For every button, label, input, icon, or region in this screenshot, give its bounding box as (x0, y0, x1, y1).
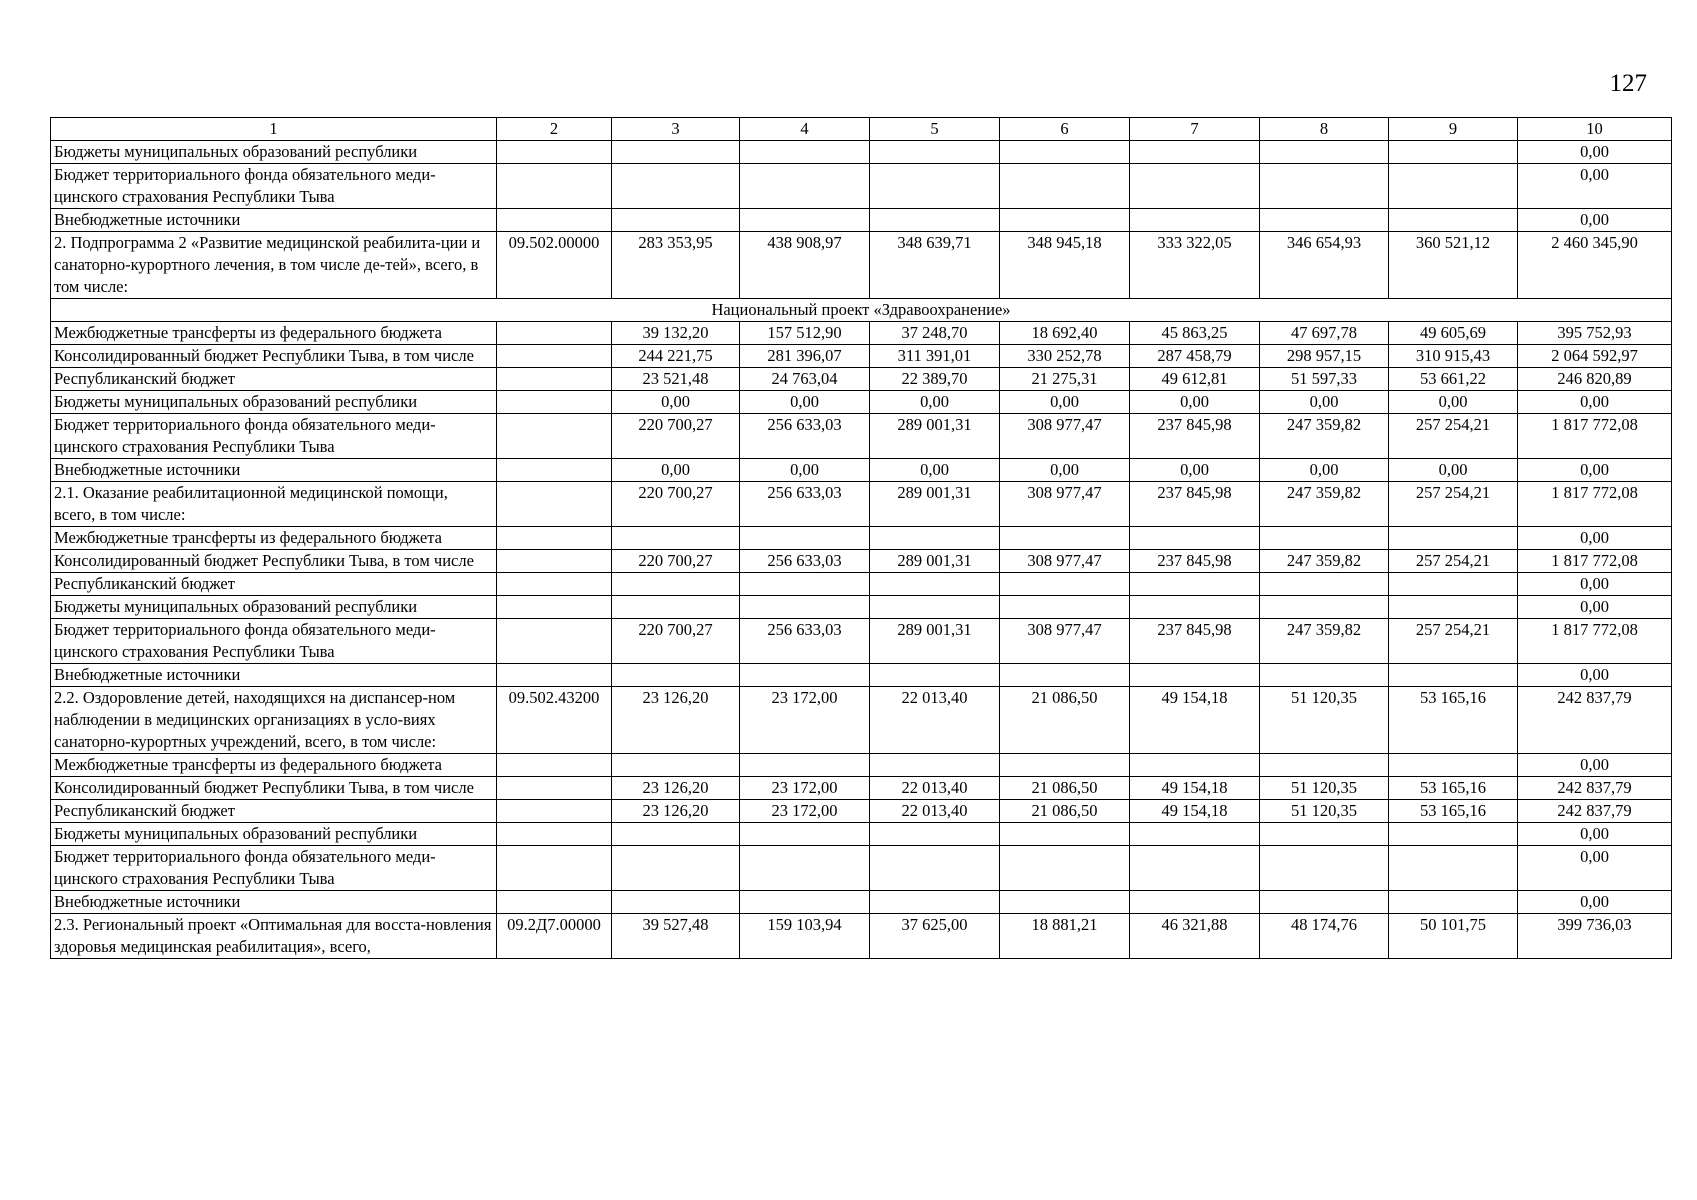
budget-code (497, 754, 612, 777)
row-name: 2.2. Оздоровление детей, находящихся на диспансер-ном наблюдении в медицинских организациях в усло-виях санаторно-курортных учреждений, всего, в том числе: (51, 687, 497, 754)
year-value (1260, 164, 1389, 209)
year-value (1130, 596, 1260, 619)
year-value: 23 126,20 (612, 687, 740, 754)
year-value (1000, 891, 1130, 914)
year-value: 0,00 (1130, 459, 1260, 482)
year-value (1260, 596, 1389, 619)
year-value (1000, 527, 1130, 550)
budget-code (497, 482, 612, 527)
total-value: 0,00 (1518, 527, 1672, 550)
row-name: Межбюджетные трансферты из федерального бюджета (51, 322, 497, 345)
table-row (51, 550, 1672, 573)
year-value (612, 846, 740, 891)
year-value: 0,00 (1389, 459, 1518, 482)
year-value: 23 172,00 (740, 777, 870, 800)
year-value (1260, 209, 1389, 232)
year-value (740, 209, 870, 232)
row-name: Межбюджетные трансферты из федерального бюджета (51, 527, 497, 550)
year-value (1389, 823, 1518, 846)
year-value: 237 845,98 (1130, 550, 1260, 573)
year-value: 51 120,35 (1260, 800, 1389, 823)
year-value: 49 154,18 (1130, 800, 1260, 823)
budget-code (497, 368, 612, 391)
year-value: 283 353,95 (612, 232, 740, 299)
year-value: 39 527,48 (612, 914, 740, 959)
year-value: 247 359,82 (1260, 414, 1389, 459)
table-row (51, 322, 1672, 345)
year-value: 220 700,27 (612, 482, 740, 527)
year-value: 46 321,88 (1130, 914, 1260, 959)
year-value (1130, 141, 1260, 164)
year-value: 310 915,43 (1389, 345, 1518, 368)
year-value: 53 165,16 (1389, 800, 1518, 823)
year-value: 159 103,94 (740, 914, 870, 959)
year-value: 0,00 (740, 459, 870, 482)
year-value (1130, 164, 1260, 209)
table-row (51, 596, 1672, 619)
table-row (51, 209, 1672, 232)
total-value: 0,00 (1518, 754, 1672, 777)
year-value: 23 126,20 (612, 777, 740, 800)
year-value (1260, 573, 1389, 596)
year-value (612, 596, 740, 619)
year-value (1130, 664, 1260, 687)
row-name: Бюджеты муниципальных образований республики (51, 823, 497, 846)
year-value (740, 141, 870, 164)
year-value: 48 174,76 (1260, 914, 1389, 959)
total-value: 0,00 (1518, 664, 1672, 687)
row-name: Внебюджетные источники (51, 459, 497, 482)
year-value (1000, 573, 1130, 596)
year-value (1260, 141, 1389, 164)
year-value (740, 823, 870, 846)
year-value: 244 221,75 (612, 345, 740, 368)
total-value: 0,00 (1518, 573, 1672, 596)
year-value: 51 597,33 (1260, 368, 1389, 391)
budget-table (50, 117, 1672, 959)
year-value: 24 763,04 (740, 368, 870, 391)
year-value: 0,00 (870, 459, 1000, 482)
year-value: 308 977,47 (1000, 482, 1130, 527)
year-value (1130, 891, 1260, 914)
year-value (612, 823, 740, 846)
year-value (1389, 596, 1518, 619)
year-value: 49 612,81 (1130, 368, 1260, 391)
total-value: 0,00 (1518, 596, 1672, 619)
total-value: 1 817 772,08 (1518, 482, 1672, 527)
year-value: 0,00 (612, 391, 740, 414)
year-value: 438 908,97 (740, 232, 870, 299)
year-value (1000, 823, 1130, 846)
row-name: Республиканский бюджет (51, 800, 497, 823)
year-value: 298 957,15 (1260, 345, 1389, 368)
year-value: 220 700,27 (612, 619, 740, 664)
year-value: 247 359,82 (1260, 482, 1389, 527)
year-value: 39 132,20 (612, 322, 740, 345)
year-value: 51 120,35 (1260, 687, 1389, 754)
row-name: 2.3. Региональный проект «Оптимальная для восста-новления здоровья медицинская реабилитация», всего, (51, 914, 497, 959)
year-value: 348 945,18 (1000, 232, 1130, 299)
year-value: 18 692,40 (1000, 322, 1130, 345)
year-value: 0,00 (870, 391, 1000, 414)
year-value: 49 605,69 (1389, 322, 1518, 345)
year-value: 0,00 (1000, 391, 1130, 414)
section-row (51, 299, 1672, 322)
row-name: 2. Подпрограмма 2 «Развитие медицинской реабилита-ции и санаторно-курортного лечения, в том числе де-тей», всего, в том числе: (51, 232, 497, 299)
year-value: 22 013,40 (870, 800, 1000, 823)
row-name: Республиканский бюджет (51, 368, 497, 391)
year-value (1000, 164, 1130, 209)
table-row (51, 164, 1672, 209)
year-value (1000, 846, 1130, 891)
total-value: 1 817 772,08 (1518, 619, 1672, 664)
year-value (1130, 754, 1260, 777)
row-name: Внебюджетные источники (51, 664, 497, 687)
budget-code (497, 846, 612, 891)
year-value: 23 521,48 (612, 368, 740, 391)
table-row (51, 459, 1672, 482)
year-value (740, 596, 870, 619)
year-value: 257 254,21 (1389, 414, 1518, 459)
year-value: 22 389,70 (870, 368, 1000, 391)
year-value (612, 164, 740, 209)
year-value (870, 164, 1000, 209)
year-value (1260, 754, 1389, 777)
year-value (740, 527, 870, 550)
table-row (51, 800, 1672, 823)
total-value: 242 837,79 (1518, 777, 1672, 800)
row-name: Бюджеты муниципальных образований республики (51, 391, 497, 414)
year-value (1130, 823, 1260, 846)
year-value: 22 013,40 (870, 777, 1000, 800)
column-header: 4 (740, 118, 870, 141)
year-value (870, 596, 1000, 619)
year-value: 237 845,98 (1130, 414, 1260, 459)
table-row (51, 891, 1672, 914)
year-value: 360 521,12 (1389, 232, 1518, 299)
year-value (1389, 754, 1518, 777)
table-row (51, 846, 1672, 891)
year-value (1389, 141, 1518, 164)
year-value (1389, 891, 1518, 914)
year-value: 23 172,00 (740, 800, 870, 823)
column-header: 6 (1000, 118, 1130, 141)
year-value (1260, 891, 1389, 914)
budget-code (497, 322, 612, 345)
year-value: 308 977,47 (1000, 414, 1130, 459)
table-row (51, 141, 1672, 164)
year-value (870, 823, 1000, 846)
total-value: 242 837,79 (1518, 800, 1672, 823)
year-value (870, 209, 1000, 232)
year-value (870, 527, 1000, 550)
total-value: 2 064 592,97 (1518, 345, 1672, 368)
year-value: 37 248,70 (870, 322, 1000, 345)
year-value: 256 633,03 (740, 414, 870, 459)
year-value (1389, 527, 1518, 550)
year-value: 289 001,31 (870, 414, 1000, 459)
row-name: Внебюджетные источники (51, 891, 497, 914)
year-value: 53 661,22 (1389, 368, 1518, 391)
budget-code (497, 141, 612, 164)
budget-code: 09.502.43200 (497, 687, 612, 754)
row-name: Бюджеты муниципальных образований республики (51, 596, 497, 619)
total-value: 395 752,93 (1518, 322, 1672, 345)
year-value (740, 754, 870, 777)
row-name: Консолидированный бюджет Республики Тыва, в том числе (51, 345, 497, 368)
year-value (612, 573, 740, 596)
budget-code (497, 596, 612, 619)
year-value (1260, 846, 1389, 891)
year-value (612, 891, 740, 914)
table-row (51, 527, 1672, 550)
year-value: 0,00 (740, 391, 870, 414)
budget-code: 09.502.00000 (497, 232, 612, 299)
year-value: 23 126,20 (612, 800, 740, 823)
year-value (870, 141, 1000, 164)
column-header: 1 (51, 118, 497, 141)
year-value: 21 086,50 (1000, 777, 1130, 800)
year-value (1130, 209, 1260, 232)
year-value (1389, 664, 1518, 687)
year-value: 256 633,03 (740, 550, 870, 573)
year-value: 49 154,18 (1130, 687, 1260, 754)
year-value: 348 639,71 (870, 232, 1000, 299)
total-value: 0,00 (1518, 846, 1672, 891)
total-value: 0,00 (1518, 459, 1672, 482)
year-value: 49 154,18 (1130, 777, 1260, 800)
row-name: Бюджет территориального фонда обязательного меди-цинского страхования Республики Тыва (51, 846, 497, 891)
budget-code (497, 777, 612, 800)
row-name: Бюджет территориального фонда обязательного меди-цинского страхования Республики Тыва (51, 619, 497, 664)
row-name: Бюджет территориального фонда обязательного меди-цинского страхования Республики Тыва (51, 414, 497, 459)
table-row (51, 619, 1672, 664)
year-value: 0,00 (1260, 391, 1389, 414)
year-value: 289 001,31 (870, 550, 1000, 573)
total-value: 399 736,03 (1518, 914, 1672, 959)
total-value: 0,00 (1518, 891, 1672, 914)
year-value (740, 891, 870, 914)
table-row (51, 664, 1672, 687)
budget-code (497, 891, 612, 914)
year-value: 0,00 (612, 459, 740, 482)
year-value (870, 573, 1000, 596)
year-value (1000, 209, 1130, 232)
table-row (51, 823, 1672, 846)
year-value: 37 625,00 (870, 914, 1000, 959)
year-value (1000, 596, 1130, 619)
year-value (1389, 846, 1518, 891)
column-header: 5 (870, 118, 1000, 141)
year-value: 18 881,21 (1000, 914, 1130, 959)
section-title: Национальный проект «Здравоохранение» (51, 299, 1672, 322)
budget-code (497, 414, 612, 459)
year-value (870, 664, 1000, 687)
year-value: 287 458,79 (1130, 345, 1260, 368)
total-value: 246 820,89 (1518, 368, 1672, 391)
year-value: 257 254,21 (1389, 619, 1518, 664)
budget-code (497, 164, 612, 209)
table-row (51, 914, 1672, 959)
year-value: 53 165,16 (1389, 687, 1518, 754)
year-value (1389, 164, 1518, 209)
year-value (1000, 664, 1130, 687)
column-header: 9 (1389, 118, 1518, 141)
year-value: 257 254,21 (1389, 482, 1518, 527)
year-value (1000, 141, 1130, 164)
year-value: 0,00 (1389, 391, 1518, 414)
year-value: 50 101,75 (1389, 914, 1518, 959)
column-header: 7 (1130, 118, 1260, 141)
budget-code (497, 391, 612, 414)
total-value: 0,00 (1518, 823, 1672, 846)
total-value: 0,00 (1518, 209, 1672, 232)
budget-code (497, 209, 612, 232)
year-value: 47 697,78 (1260, 322, 1389, 345)
year-value: 308 977,47 (1000, 550, 1130, 573)
year-value (1260, 527, 1389, 550)
year-value: 237 845,98 (1130, 482, 1260, 527)
year-value (870, 891, 1000, 914)
column-header: 8 (1260, 118, 1389, 141)
total-value: 1 817 772,08 (1518, 414, 1672, 459)
table-row (51, 391, 1672, 414)
year-value (1389, 573, 1518, 596)
year-value (1260, 823, 1389, 846)
row-name: Межбюджетные трансферты из федерального бюджета (51, 754, 497, 777)
year-value (740, 664, 870, 687)
total-value: 1 817 772,08 (1518, 550, 1672, 573)
row-name: Бюджет территориального фонда обязательного меди-цинского страхования Республики Тыва (51, 164, 497, 209)
table-row (51, 414, 1672, 459)
year-value: 22 013,40 (870, 687, 1000, 754)
row-name: Бюджеты муниципальных образований республики (51, 141, 497, 164)
year-value: 0,00 (1260, 459, 1389, 482)
table-row (51, 687, 1672, 754)
table-row (51, 482, 1672, 527)
year-value (1130, 573, 1260, 596)
year-value: 281 396,07 (740, 345, 870, 368)
year-value: 308 977,47 (1000, 619, 1130, 664)
column-header: 10 (1518, 118, 1672, 141)
year-value: 51 120,35 (1260, 777, 1389, 800)
year-value (1130, 527, 1260, 550)
year-value: 0,00 (1000, 459, 1130, 482)
year-value: 247 359,82 (1260, 550, 1389, 573)
year-value: 330 252,78 (1000, 345, 1130, 368)
budget-code (497, 800, 612, 823)
budget-code (497, 664, 612, 687)
total-value: 2 460 345,90 (1518, 232, 1672, 299)
year-value: 289 001,31 (870, 619, 1000, 664)
budget-code (497, 459, 612, 482)
table-row (51, 573, 1672, 596)
page-number: 127 (1609, 70, 1647, 97)
column-header: 2 (497, 118, 612, 141)
table-row (51, 754, 1672, 777)
year-value: 237 845,98 (1130, 619, 1260, 664)
year-value: 220 700,27 (612, 550, 740, 573)
total-value: 0,00 (1518, 391, 1672, 414)
year-value: 0,00 (1130, 391, 1260, 414)
year-value: 21 275,31 (1000, 368, 1130, 391)
year-value: 157 512,90 (740, 322, 870, 345)
year-value: 53 165,16 (1389, 777, 1518, 800)
row-name: Консолидированный бюджет Республики Тыва, в том числе (51, 550, 497, 573)
year-value (1260, 664, 1389, 687)
year-value: 21 086,50 (1000, 800, 1130, 823)
year-value: 21 086,50 (1000, 687, 1130, 754)
budget-code (497, 550, 612, 573)
row-name: Консолидированный бюджет Республики Тыва, в том числе (51, 777, 497, 800)
year-value (1389, 209, 1518, 232)
row-name: 2.1. Оказание реабилитационной медицинской помощи, всего, в том числе: (51, 482, 497, 527)
year-value: 311 391,01 (870, 345, 1000, 368)
header-row (51, 118, 1672, 141)
row-name: Республиканский бюджет (51, 573, 497, 596)
table-row (51, 777, 1672, 800)
year-value (612, 664, 740, 687)
column-header: 3 (612, 118, 740, 141)
budget-code: 09.2Д7.00000 (497, 914, 612, 959)
budget-code (497, 345, 612, 368)
table-row (51, 345, 1672, 368)
year-value (612, 141, 740, 164)
year-value (740, 573, 870, 596)
year-value (1130, 846, 1260, 891)
table-body (51, 141, 1672, 959)
year-value (612, 527, 740, 550)
year-value (612, 209, 740, 232)
total-value: 0,00 (1518, 141, 1672, 164)
year-value: 289 001,31 (870, 482, 1000, 527)
year-value: 333 322,05 (1130, 232, 1260, 299)
year-value: 346 654,93 (1260, 232, 1389, 299)
year-value: 220 700,27 (612, 414, 740, 459)
row-name: Внебюджетные источники (51, 209, 497, 232)
year-value (740, 164, 870, 209)
total-value: 0,00 (1518, 164, 1672, 209)
budget-code (497, 823, 612, 846)
year-value: 247 359,82 (1260, 619, 1389, 664)
budget-code (497, 527, 612, 550)
budget-code (497, 619, 612, 664)
year-value: 256 633,03 (740, 619, 870, 664)
year-value (612, 754, 740, 777)
total-value: 242 837,79 (1518, 687, 1672, 754)
year-value (740, 846, 870, 891)
table-row (51, 232, 1672, 299)
year-value: 45 863,25 (1130, 322, 1260, 345)
year-value (870, 754, 1000, 777)
year-value: 23 172,00 (740, 687, 870, 754)
year-value: 257 254,21 (1389, 550, 1518, 573)
year-value (870, 846, 1000, 891)
budget-code (497, 573, 612, 596)
table-row (51, 368, 1672, 391)
year-value (1000, 754, 1130, 777)
year-value: 256 633,03 (740, 482, 870, 527)
